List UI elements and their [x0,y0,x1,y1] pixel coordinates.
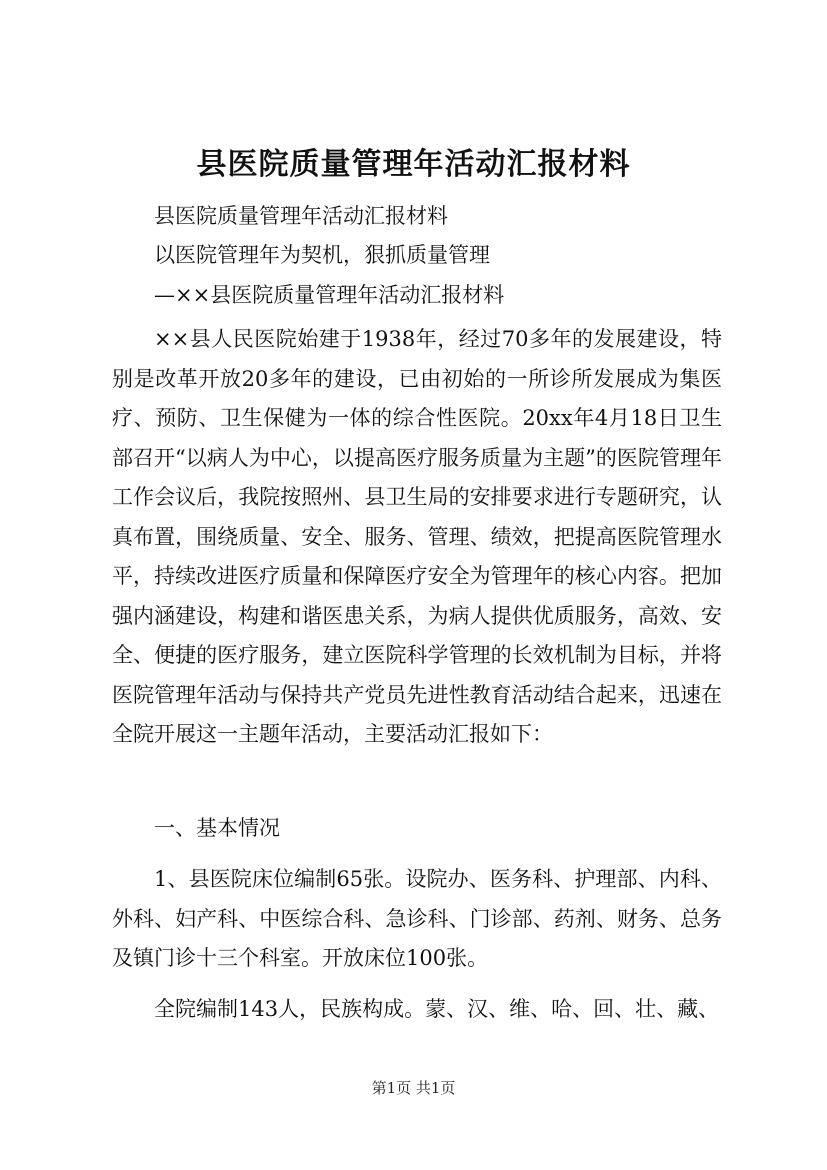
paragraph-intro: ××县人民医院始建于1938年，经过70多年的发展建设，特别是改革开放20多年的建设，已由初始的一所诊所发展成为集医疗、预防、卫生保健为一体的综合性医院。20xx年4月18日卫生部召开“以病人为中心，以提高医疗服务质量为主题”的医院管理年工作会议后，我院按照州、县卫生局的安排要求进行专题研究，认真布置，围绕质量、安全、服务、管理、绩效，把提高医院管理水平，持续改进医疗质量和保障医疗安全为管理年的核心内容。把加强内涵建设，构建和谐医患关系，为病人提供优质服务，高效、安全、便捷的医疗服务，建立医院科学管理的长效机制为目标，并将医院管理年活动与保持共产党员先进性教育活动结合起来，迅速在全院开展这一主题年活动，主要活动汇报如下： [112,327,722,746]
paragraph-staffing: 全院编制143人，民族构成。蒙、汉、维、哈、回、壮、藏、 [154,997,720,1021]
paragraph-beds: 1、县医院床位编制65张。设院办、医务科、护理部、内科、外科、妇产科、中医综合科、急诊科、门诊部、药剂、财务、总务及镇门诊十三个科室。开放床位100张。 [112,867,722,970]
paragraph-byline: —××县医院质量管理年活动汇报材料 [154,283,505,307]
section-heading-basic-info: 一、基本情况 [154,816,280,840]
paragraph-repeat-title: 县医院质量管理年活动汇报材料 [154,204,448,228]
page-footer: 第1页 共1页 [371,1079,456,1097]
paragraph-subtitle: 以医院管理年为契机，狠抓质量管理 [154,243,490,267]
document-title: 县医院质量管理年活动汇报材料 [196,147,631,182]
